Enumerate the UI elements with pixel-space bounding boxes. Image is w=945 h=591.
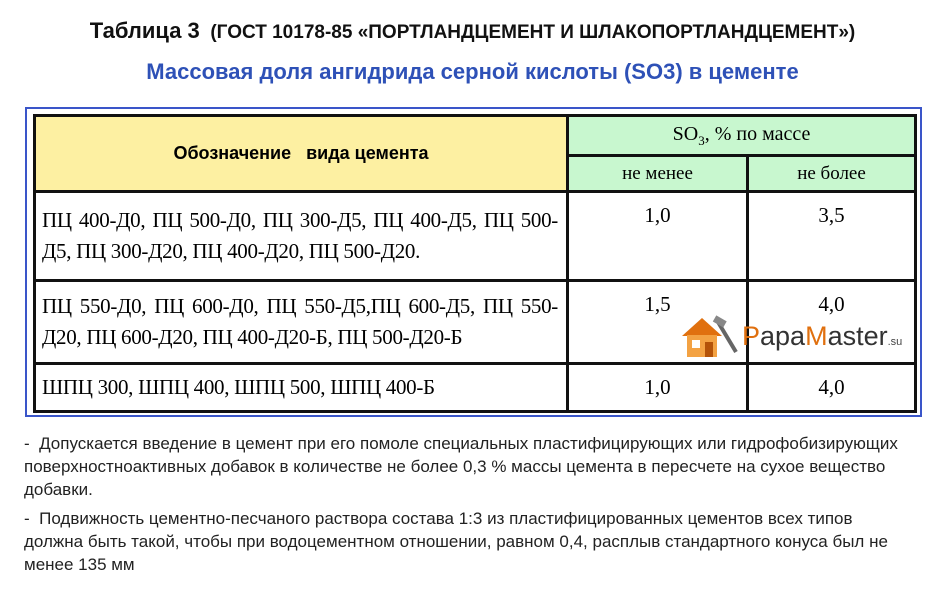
row-max-cell <box>748 192 916 281</box>
header-max: не более <box>748 156 916 192</box>
header-so3-subscript: 3 <box>698 132 705 148</box>
row-max-cell <box>748 364 916 412</box>
logo-text <box>742 321 902 352</box>
note-mobility: - Подвижность цементно-песчаного раствора состава 1:3 из пластифицированных цементов всех типов должна быть такой, чтобы при водоцементном отношении, равном 0,4, расплыв стандартного конуса был не менее 135 мм <box>24 509 893 574</box>
logo-p: P <box>742 320 761 351</box>
table-number: Таблица 3 <box>89 18 200 43</box>
row-max-value: 4,0 <box>818 292 845 316</box>
row-max-value: 3,5 <box>818 203 845 227</box>
row-cement-types: ПЦ 550-Д0, ПЦ 600-Д0, ПЦ 550-Д5,ПЦ 600-Д5, ПЦ 550-Д20, ПЦ 600-Д20, ПЦ 400-Д20-Б, ПЦ 500-Д20-Б <box>35 281 568 364</box>
row-min-value: 1,5 <box>644 292 671 316</box>
row-min-value: 1,0 <box>644 375 671 399</box>
table-frame <box>25 107 922 417</box>
logo-su: .su <box>887 335 903 348</box>
table-subtitle: Массовая доля ангидрида серной кислоты (SO3) в цементе <box>146 59 799 84</box>
header-cement-type-label: Обозначение вида цемента <box>173 143 429 163</box>
row-cement-types: ПЦ 400-Д0, ПЦ 500-Д0, ПЦ 300-Д5, ПЦ 400-Д5, ПЦ 500-Д5, ПЦ 300-Д20, ПЦ 400-Д20, ПЦ 500-Д20. <box>35 192 568 281</box>
logo-aster: aster <box>827 320 888 351</box>
house-icon <box>678 312 740 360</box>
gost-reference: (ГОСТ 10178-85 «ПОРТЛАНДЦЕМЕНТ И ШЛАКОПОРТЛАНДЦЕМЕНТ») <box>210 22 856 43</box>
row-min-value: 1,0 <box>644 203 671 227</box>
so3-table <box>33 114 917 413</box>
row-min-cell <box>568 192 748 281</box>
header-so3-prefix: SO <box>672 122 699 145</box>
header-so3-suffix: , % по массе <box>704 122 811 145</box>
table-title <box>0 18 945 44</box>
logo-apa: apa <box>760 320 806 351</box>
header-so3 <box>568 116 916 156</box>
notes <box>24 432 904 582</box>
row-max-value: 4,0 <box>818 375 845 399</box>
table-row <box>35 192 916 281</box>
note-plasticizers: - Допускается введение в цемент при его помоле специальных пластифицирующих или гидрофобизирующих поверхностноактивных добавок в количестве не более 0,3 % массы цемента в пересчете на сухое вещество добавки. <box>24 434 903 499</box>
header-cement-type <box>35 116 568 192</box>
header-min: не менее <box>568 156 748 192</box>
table-row <box>35 364 916 412</box>
logo-m: M <box>805 320 828 351</box>
papamaster-logo <box>678 312 908 360</box>
row-cement-types: ШПЦ 300, ШПЦ 400, ШПЦ 500, ШПЦ 400-Б <box>35 364 568 412</box>
row-min-cell <box>568 364 748 412</box>
